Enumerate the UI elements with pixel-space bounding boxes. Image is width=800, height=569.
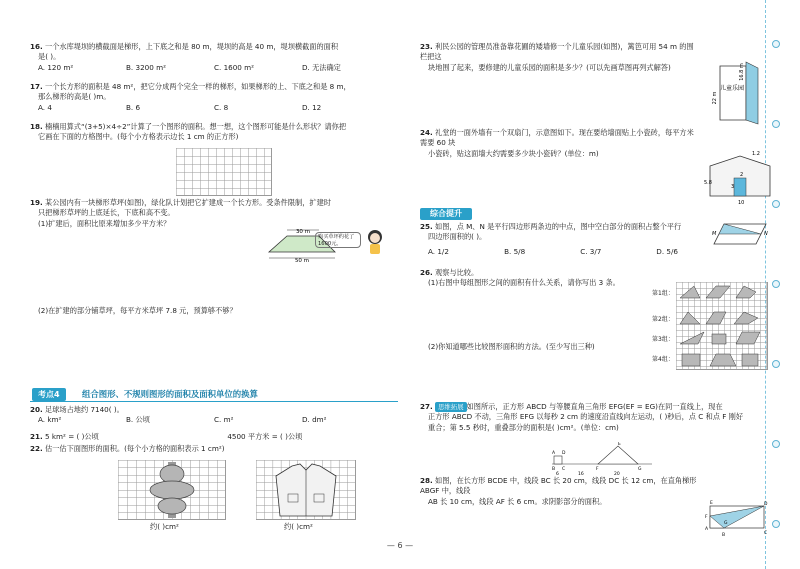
question-text: 那么梯形的高是( )m。 bbox=[38, 92, 111, 102]
triangle-efg bbox=[598, 446, 638, 464]
question-text: 观察与比较。 bbox=[435, 268, 479, 277]
shape-triangle-3 bbox=[680, 332, 704, 344]
option-a[interactable]: A. 4 bbox=[38, 102, 52, 112]
dim-20: 20 bbox=[614, 472, 620, 476]
synthesis-badge: 综合提升 bbox=[420, 208, 472, 220]
door-width-label: 2 bbox=[740, 172, 744, 178]
option-b[interactable]: B. 6 bbox=[126, 102, 141, 112]
question-text: 一个水库堤坝的横截面是梯形，上下底之和是 80 m，堤坝的高是 40 m，堤坝横截面的面积 bbox=[45, 42, 339, 51]
question-number: 25. bbox=[420, 222, 433, 231]
question-text: 小瓷砖，贴这面墙大约需要多少块小瓷砖？(单位：m) bbox=[428, 148, 599, 158]
group-3-label: 第3组： bbox=[652, 336, 674, 343]
binding-hole bbox=[772, 280, 780, 288]
section-title: 组合图形、不规则图形的面积及面积单位的换算 bbox=[82, 389, 258, 399]
label-c: C bbox=[764, 531, 768, 536]
rectangle-trapezoid-figure bbox=[702, 498, 774, 538]
option-b[interactable]: B. 5/8 bbox=[504, 246, 526, 256]
label-g: G bbox=[724, 521, 728, 526]
question-25 bbox=[420, 222, 710, 257]
question-number: 26. bbox=[420, 268, 433, 277]
options bbox=[30, 415, 398, 425]
question-21 bbox=[30, 432, 398, 442]
option-b[interactable]: B. 3200 m² bbox=[126, 62, 166, 72]
square-abcd bbox=[554, 456, 562, 464]
option-d[interactable]: D. 5/6 bbox=[656, 246, 678, 256]
label-e: E bbox=[710, 501, 713, 506]
question-number: 18. bbox=[30, 122, 43, 131]
question-text: 它画在下面的方格图中。(每个小方格表示边长 1 cm 的正方形) bbox=[38, 132, 239, 142]
sub-question: (1)扩建后，面积比原来增加多少平方米？ bbox=[38, 218, 171, 228]
question-number: 20. bbox=[30, 405, 43, 414]
question-18 bbox=[30, 122, 398, 143]
question-number: 27. bbox=[420, 402, 433, 411]
shape-quad bbox=[736, 286, 756, 298]
speech-bubble: 购买草坪约花了1600元。 bbox=[315, 232, 361, 248]
question-19 bbox=[30, 198, 398, 229]
option-a[interactable]: A. 120 m² bbox=[38, 62, 74, 72]
ellipse-bottom bbox=[158, 498, 186, 514]
question-text: 足球场占地约 7140( )。 bbox=[45, 405, 124, 414]
question-27 bbox=[420, 402, 770, 433]
square-triangle-figure bbox=[548, 442, 658, 476]
options bbox=[30, 103, 398, 113]
jacket-figure bbox=[256, 460, 356, 520]
sub-question: (2)你知道哪些比较图形面积的方法。(至少写出三种) bbox=[428, 342, 595, 351]
door-height-label: 3 bbox=[731, 184, 735, 190]
question-text: 5 km² = ( )公顷 bbox=[45, 432, 99, 441]
shape-triangle-2 bbox=[680, 312, 700, 324]
thinking-tag: 思维拓展 bbox=[435, 402, 467, 412]
dim-16: 16 bbox=[578, 472, 584, 476]
question-text: 估一估下面图形的面积。(每个小方格的面积表示 1 cm²) bbox=[45, 444, 225, 453]
wall-width-label: 10 bbox=[738, 200, 745, 206]
page-number: — 6 — bbox=[386, 541, 414, 550]
label-a: A bbox=[552, 451, 556, 456]
question-text: 利民公园的管理员准备靠花圃的矮墙修一个儿童乐园(如图)，篱笆可用 54 m 的围栏把这 bbox=[420, 42, 694, 62]
group-4-label: 第4组： bbox=[652, 356, 674, 363]
binding-hole bbox=[772, 360, 780, 368]
shape-parallelogram-2 bbox=[706, 312, 726, 324]
label-d: D bbox=[764, 502, 768, 507]
question-number: 16. bbox=[30, 42, 43, 51]
ellipse-middle bbox=[150, 481, 194, 499]
question-number: 23. bbox=[420, 42, 433, 51]
option-c[interactable]: C. 1600 m² bbox=[214, 62, 255, 72]
shape-parallelogram-3 bbox=[736, 332, 760, 344]
wall-height-label: 5.8 bbox=[704, 180, 712, 186]
double-door bbox=[734, 178, 746, 196]
question-text: 正方形 ABCD 不动，三角形 EFG 以每秒 2 cm 的速度沿直线向左运动，( )秒后，点 C 和点 F 刚好 bbox=[428, 412, 744, 422]
question-24 bbox=[420, 128, 700, 159]
label-d: D bbox=[562, 451, 566, 456]
shape-rect bbox=[712, 334, 726, 344]
left-length-label: 22 m bbox=[712, 91, 718, 105]
binding-hole bbox=[772, 120, 780, 128]
playground-label: 儿童乐园 bbox=[719, 85, 745, 92]
label-b: B bbox=[552, 467, 556, 472]
point-m-label: M bbox=[712, 231, 717, 237]
question-26-part2 bbox=[420, 342, 660, 352]
question-text: 重合；第 5.5 秒时，重叠部分的面积是( )cm²。(单位：cm) bbox=[428, 422, 619, 432]
point-n-label: N bbox=[764, 231, 768, 237]
label-c: C bbox=[562, 467, 566, 472]
option-d[interactable]: D. 无法确定 bbox=[302, 62, 341, 72]
question-text: 如图，在长方形 BCDE 中，线段 BC 长 20 cm，线段 DC 长 12 cm，在直角梯形 ABGF 中，线段 bbox=[420, 476, 697, 496]
option-c[interactable]: C. m² bbox=[214, 415, 234, 425]
binding-hole bbox=[772, 440, 780, 448]
question-text: 是( )。 bbox=[38, 52, 61, 62]
dim-6: 6 bbox=[556, 472, 559, 476]
sub-question: (2)在扩建的部分铺草坪，每平方米草坪 7.8 元，预算够不够？ bbox=[38, 306, 237, 315]
section-badge: 考点4 bbox=[32, 388, 66, 401]
options bbox=[420, 247, 710, 257]
option-a[interactable]: A. km² bbox=[38, 415, 62, 425]
option-c[interactable]: C. 3/7 bbox=[580, 246, 602, 256]
option-b[interactable]: B. 公顷 bbox=[126, 415, 150, 425]
question-number: 21. bbox=[30, 432, 43, 441]
question-text: 只把梯形草坪的上底延长，下底和高不变。 bbox=[38, 208, 175, 218]
flower-wall bbox=[746, 62, 758, 124]
option-d[interactable]: D. dm² bbox=[302, 415, 327, 425]
question-28 bbox=[420, 476, 710, 507]
options bbox=[30, 63, 398, 73]
question-text: 四边形面积的( )。 bbox=[428, 232, 487, 242]
question-number: 17. bbox=[30, 82, 43, 91]
shape-quad-2 bbox=[734, 312, 758, 324]
question-number: 22. bbox=[30, 444, 43, 453]
section-header bbox=[30, 388, 398, 402]
shape-rect-2 bbox=[682, 354, 700, 366]
question-number: 24. bbox=[420, 128, 433, 137]
roof-height-label: 1.2 bbox=[752, 151, 760, 157]
shape-rect-3 bbox=[742, 354, 758, 366]
label-e: E bbox=[618, 442, 621, 447]
top-length-label: 30 m bbox=[295, 229, 311, 235]
stacked-ellipse-figure bbox=[118, 460, 226, 520]
question-16 bbox=[30, 42, 398, 73]
label-g: G bbox=[638, 467, 642, 472]
parallelogram-figure bbox=[712, 218, 772, 248]
estimate-answer-2[interactable]: 约( )cm² bbox=[284, 522, 313, 531]
question-number: 19. bbox=[30, 198, 43, 207]
question-23 bbox=[420, 42, 700, 73]
question-text: 如图所示，正方形 ABCD 与等腰直角三角形 EFG(EF = EG)在同一直线上，现在 bbox=[466, 402, 723, 411]
right-length-label: 16.8 m bbox=[739, 63, 745, 81]
question-text: 4500 平方米 = ( )公顷 bbox=[227, 432, 303, 441]
ellipse-top bbox=[160, 465, 184, 483]
shape-triangle bbox=[680, 286, 700, 298]
question-22 bbox=[30, 444, 398, 454]
label-b: B bbox=[722, 533, 726, 538]
question-number: 28. bbox=[420, 476, 433, 485]
question-text: 某公园内有一块梯形草坪(如图)，绿化队计划把它扩建成一个长方形。受条件限制，扩建时 bbox=[45, 198, 331, 207]
binding-hole bbox=[772, 40, 780, 48]
question-text: 楠楠用算式“(3+5)×4÷2”计算了一个图形的面积。想一想，这个图形可能是什么形状？请你把 bbox=[45, 122, 347, 131]
binding-holes bbox=[770, 0, 782, 569]
option-c[interactable]: C. 8 bbox=[214, 102, 229, 112]
question-text: 如图，点 M、N 是平行四边形两条边的中点，图中空白部分的面积占整个平行 bbox=[435, 222, 682, 231]
girl-icon bbox=[364, 228, 386, 258]
option-d[interactable]: D. 12 bbox=[302, 102, 322, 112]
bottom-length-label: 50 m bbox=[294, 258, 310, 264]
sub-question: (1)右图中每组图形之间的面积有什么关系，请你写出 3 条。 bbox=[428, 278, 620, 288]
question-26 bbox=[420, 268, 660, 289]
comparison-shapes bbox=[676, 282, 768, 370]
group-1-label: 第1组： bbox=[652, 290, 674, 297]
question-text: 一个长方形的面积是 48 m²，把它分成两个完全一样的梯形，如果梯形的上、下底之和是 8 m， bbox=[45, 82, 351, 91]
playground-figure bbox=[712, 58, 768, 128]
question-20 bbox=[30, 405, 398, 426]
label-f: F bbox=[705, 515, 708, 520]
shape-trapezoid bbox=[710, 354, 736, 366]
option-a[interactable]: A. 1/2 bbox=[428, 246, 449, 256]
group-2-label: 第2组： bbox=[652, 316, 674, 323]
label-a: A bbox=[705, 527, 709, 532]
question-text: AB 长 10 cm，线段 AF 长 6 cm。求阴影部分的面积。 bbox=[428, 496, 607, 506]
question-text: 块地围了起来，要修建的儿童乐园的面积是多少？(可以先画草图再列式解答) bbox=[428, 62, 671, 72]
estimate-answer-1[interactable]: 约( )cm² bbox=[150, 522, 179, 531]
question-text: 礼堂的一面外墙有一个双扇门，示意图如下。现在要给墙面贴上小瓷砖，每平方米需要 60 块 bbox=[420, 128, 694, 148]
shape-parallelogram bbox=[706, 286, 730, 298]
wall-figure bbox=[700, 146, 780, 206]
question-17 bbox=[30, 82, 398, 113]
question-19-part2 bbox=[30, 306, 398, 316]
drawing-grid[interactable] bbox=[176, 148, 272, 196]
label-f: F bbox=[596, 467, 599, 472]
